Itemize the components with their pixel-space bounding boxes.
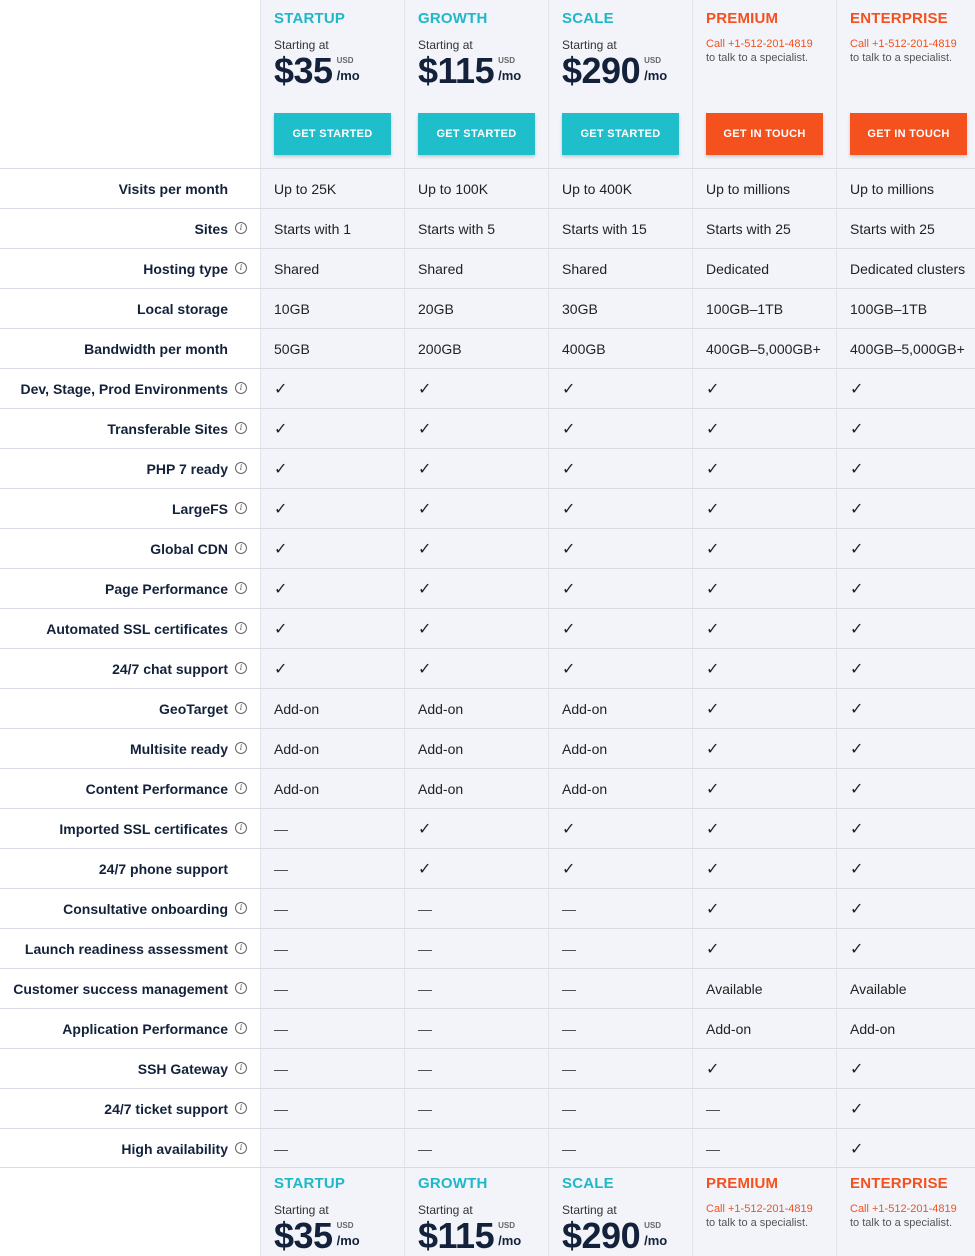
dash-icon: — <box>274 980 288 997</box>
talk-to-specialist-text: to talk to a specialist. <box>706 1217 809 1229</box>
plan-scale <box>562 0 668 140</box>
check-icon: ✓ <box>418 580 432 598</box>
feature-value: Shared <box>562 260 608 277</box>
feature-value: Add-on <box>562 780 608 797</box>
table-row <box>0 768 975 808</box>
table-row <box>0 688 975 728</box>
check-icon: ✓ <box>850 940 864 958</box>
price-units <box>498 1221 521 1249</box>
feature-value: 400GB–5,000GB+ <box>706 340 821 357</box>
starting-at-label: Starting at <box>562 1203 617 1217</box>
feature-value: 400GB <box>562 340 606 357</box>
table-row <box>0 728 975 768</box>
plan-header <box>0 0 975 168</box>
plan-price <box>562 52 667 92</box>
table-row <box>0 1048 975 1088</box>
feature-comparison-table <box>0 168 975 1168</box>
feature-label: PHP 7 ready <box>146 460 228 477</box>
price-amount: $290 <box>562 1215 641 1256</box>
table-row <box>0 648 975 688</box>
plan-growth <box>418 0 522 140</box>
feature-value: 50GB <box>274 340 310 357</box>
info-icon[interactable]: i <box>235 1022 247 1034</box>
feature-label: SSH Gateway <box>137 1060 228 1077</box>
check-icon: ✓ <box>274 540 288 558</box>
feature-value: 20GB <box>418 300 454 317</box>
price-period: /mo <box>336 68 360 83</box>
check-icon: ✓ <box>418 820 432 838</box>
dash-icon: — <box>562 980 576 997</box>
dash-icon: — <box>274 1020 288 1037</box>
check-icon: ✓ <box>850 700 864 718</box>
check-icon: ✓ <box>418 860 432 878</box>
check-icon: ✓ <box>850 1060 864 1078</box>
get-started-button-startup[interactable]: GET STARTED <box>274 113 391 155</box>
info-icon[interactable]: i <box>235 942 247 954</box>
feature-value: 200GB <box>418 340 462 357</box>
dash-icon: — <box>418 1140 432 1157</box>
feature-value: Add-on <box>850 1020 896 1037</box>
feature-label: Local storage <box>136 300 228 317</box>
plan-name: STARTUP <box>274 10 346 27</box>
info-icon[interactable]: i <box>235 1062 247 1074</box>
dash-icon: — <box>274 900 288 917</box>
table-row <box>0 928 975 968</box>
price-units <box>644 1221 667 1249</box>
plan-price <box>418 1217 521 1256</box>
check-icon: ✓ <box>706 660 720 678</box>
price-period: /mo <box>336 1233 360 1248</box>
plan-name: ENTERPRISE <box>850 1175 948 1192</box>
dash-icon: — <box>418 1060 432 1077</box>
feature-value: Add-on <box>418 700 464 717</box>
feature-label: Dev, Stage, Prod Environments <box>20 380 228 397</box>
check-icon: ✓ <box>418 380 432 398</box>
check-icon: ✓ <box>418 420 432 438</box>
price-units <box>337 1221 360 1249</box>
feature-label: GeoTarget <box>159 700 228 717</box>
info-icon[interactable]: i <box>235 782 247 794</box>
dash-icon: — <box>562 900 576 917</box>
check-icon: ✓ <box>850 780 864 798</box>
table-row <box>0 1128 975 1168</box>
feature-value: Starts with 5 <box>418 220 496 237</box>
check-icon: ✓ <box>850 380 864 398</box>
check-icon: ✓ <box>706 620 720 638</box>
dash-icon: — <box>418 1020 432 1037</box>
check-icon: ✓ <box>562 380 576 398</box>
feature-value: Up to millions <box>850 180 935 197</box>
price-currency: USD <box>498 56 515 65</box>
dash-icon: — <box>418 1100 432 1117</box>
check-icon: ✓ <box>706 540 720 558</box>
feature-value: Add-on <box>562 740 608 757</box>
dash-icon: — <box>274 940 288 957</box>
get-in-touch-button-premium[interactable]: GET IN TOUCH <box>706 113 823 155</box>
dash-icon: — <box>562 1020 576 1037</box>
feature-value: Available <box>706 980 763 997</box>
table-row <box>0 328 975 368</box>
table-row <box>0 848 975 888</box>
check-icon: ✓ <box>562 460 576 478</box>
info-icon[interactable]: i <box>235 622 247 634</box>
check-icon: ✓ <box>274 580 288 598</box>
plan-name: STARTUP <box>274 1175 346 1192</box>
feature-value: Add-on <box>418 780 464 797</box>
call-phone-link[interactable]: Call +1-512-201-4819 <box>850 1203 957 1215</box>
check-icon: ✓ <box>562 660 576 678</box>
feature-value: Starts with 25 <box>706 220 791 237</box>
price-currency: USD <box>336 1221 354 1230</box>
dash-icon: — <box>418 980 432 997</box>
check-icon: ✓ <box>850 580 864 598</box>
price-amount: $35 <box>274 1215 333 1256</box>
feature-value: 100GB–1TB <box>850 300 928 317</box>
dash-icon: — <box>274 1060 288 1077</box>
talk-to-specialist-text: to talk to a specialist. <box>850 1217 953 1229</box>
feature-label: Launch readiness assessment <box>24 940 228 957</box>
feature-value: Shared <box>274 260 320 277</box>
call-phone-link[interactable]: Call +1-512-201-4819 <box>850 38 957 50</box>
feature-label: Sites <box>194 220 228 237</box>
check-icon: ✓ <box>274 380 288 398</box>
dash-icon: — <box>562 1060 576 1077</box>
plan-scale <box>562 1165 667 1256</box>
get-in-touch-button-enterprise[interactable]: GET IN TOUCH <box>850 113 967 155</box>
feature-value: Add-on <box>274 700 320 717</box>
price-currency: USD <box>644 56 661 65</box>
feature-label: 24/7 chat support <box>112 660 228 677</box>
check-icon: ✓ <box>706 1060 720 1078</box>
check-icon: ✓ <box>418 500 432 518</box>
table-row <box>0 1088 975 1128</box>
check-icon: ✓ <box>706 780 720 798</box>
info-icon[interactable]: i <box>235 262 247 274</box>
plan-name: GROWTH <box>418 1175 488 1192</box>
check-icon: ✓ <box>418 540 432 558</box>
check-icon: ✓ <box>418 460 432 478</box>
check-icon: ✓ <box>706 900 720 918</box>
check-icon: ✓ <box>706 700 720 718</box>
feature-value: Shared <box>418 260 464 277</box>
check-icon: ✓ <box>850 900 864 918</box>
plan-startup <box>274 1165 360 1256</box>
feature-label: Visits per month <box>118 180 228 197</box>
check-icon: ✓ <box>850 820 864 838</box>
feature-value: 100GB–1TB <box>706 300 784 317</box>
call-phone-link[interactable]: Call +1-512-201-4819 <box>706 38 813 50</box>
table-row <box>0 888 975 928</box>
feature-value: Up to millions <box>706 180 791 197</box>
plan-premium <box>706 0 813 140</box>
get-started-button-scale[interactable]: GET STARTED <box>562 113 679 155</box>
plan-price <box>418 52 521 92</box>
check-icon: ✓ <box>850 1140 864 1158</box>
check-icon: ✓ <box>418 620 432 638</box>
plan-enterprise <box>850 1165 957 1230</box>
feature-value: 30GB <box>562 300 598 317</box>
dash-icon: — <box>274 820 288 837</box>
check-icon: ✓ <box>274 620 288 638</box>
feature-label: Automated SSL certificates <box>46 620 228 637</box>
check-icon: ✓ <box>706 460 720 478</box>
plan-premium <box>706 1165 813 1230</box>
feature-label: Bandwidth per month <box>84 340 228 357</box>
check-icon: ✓ <box>706 500 720 518</box>
dash-icon: — <box>274 1140 288 1157</box>
feature-value: Add-on <box>418 740 464 757</box>
info-icon[interactable]: i <box>235 742 247 754</box>
table-row <box>0 1008 975 1048</box>
table-row <box>0 368 975 408</box>
feature-label: Multisite ready <box>129 740 228 757</box>
table-row <box>0 448 975 488</box>
table-row <box>0 408 975 448</box>
starting-at-label: Starting at <box>418 38 473 52</box>
starting-at-label: Starting at <box>562 38 617 52</box>
plan-startup <box>274 0 373 140</box>
feature-value: Dedicated clusters <box>850 260 966 277</box>
check-icon: ✓ <box>274 500 288 518</box>
info-icon[interactable]: i <box>235 982 247 994</box>
plan-enterprise <box>850 0 957 140</box>
price-units <box>337 56 360 84</box>
feature-label: Application Performance <box>62 1020 228 1037</box>
dash-icon: — <box>562 1100 576 1117</box>
feature-label: LargeFS <box>171 500 228 517</box>
dash-icon: — <box>274 860 288 877</box>
price-period: /mo <box>498 68 522 83</box>
plan-growth <box>418 1165 521 1256</box>
table-row <box>0 808 975 848</box>
check-icon: ✓ <box>850 860 864 878</box>
check-icon: ✓ <box>562 540 576 558</box>
check-icon: ✓ <box>850 660 864 678</box>
feature-label: Transferable Sites <box>107 420 228 437</box>
dash-icon: — <box>562 1140 576 1157</box>
price-amount: $35 <box>274 50 333 91</box>
info-icon[interactable]: i <box>235 462 247 474</box>
table-row <box>0 168 975 208</box>
feature-value: Add-on <box>562 700 608 717</box>
feature-value: Starts with 15 <box>562 220 647 237</box>
check-icon: ✓ <box>562 820 576 838</box>
check-icon: ✓ <box>562 420 576 438</box>
feature-value: Add-on <box>274 740 320 757</box>
price-currency: USD <box>336 56 354 65</box>
feature-label: Consultative onboarding <box>63 900 228 917</box>
feature-value: 400GB–5,000GB+ <box>850 340 965 357</box>
plan-name: SCALE <box>562 10 614 27</box>
check-icon: ✓ <box>706 420 720 438</box>
table-row <box>0 528 975 568</box>
feature-value: Add-on <box>274 780 320 797</box>
check-icon: ✓ <box>706 940 720 958</box>
info-icon[interactable]: i <box>235 422 247 434</box>
check-icon: ✓ <box>850 620 864 638</box>
call-phone-link[interactable]: Call +1-512-201-4819 <box>706 1203 813 1215</box>
check-icon: ✓ <box>418 660 432 678</box>
price-amount: $115 <box>418 1215 495 1256</box>
feature-value: Add-on <box>706 1020 752 1037</box>
price-amount: $290 <box>562 50 641 91</box>
info-icon[interactable]: i <box>235 382 247 394</box>
feature-label: High availability <box>121 1140 228 1157</box>
feature-label: 24/7 phone support <box>98 860 228 877</box>
check-icon: ✓ <box>706 580 720 598</box>
feature-value: Available <box>850 980 907 997</box>
check-icon: ✓ <box>850 420 864 438</box>
table-row <box>0 488 975 528</box>
info-icon[interactable]: i <box>235 502 247 514</box>
check-icon: ✓ <box>850 540 864 558</box>
check-icon: ✓ <box>850 460 864 478</box>
table-row <box>0 248 975 288</box>
feature-value: Dedicated <box>706 260 770 277</box>
info-icon[interactable]: i <box>235 902 247 914</box>
price-period: /mo <box>498 1233 522 1248</box>
get-started-button-growth[interactable]: GET STARTED <box>418 113 535 155</box>
starting-at-label: Starting at <box>418 1203 473 1217</box>
feature-value: Up to 25K <box>274 180 337 197</box>
check-icon: ✓ <box>562 580 576 598</box>
info-icon[interactable]: i <box>235 822 247 834</box>
table-row <box>0 608 975 648</box>
dash-icon: — <box>418 900 432 917</box>
price-currency: USD <box>644 1221 661 1230</box>
feature-label: Imported SSL certificates <box>59 820 228 837</box>
feature-value: Up to 100K <box>418 180 489 197</box>
info-icon[interactable]: i <box>235 542 247 554</box>
plan-name: ENTERPRISE <box>850 10 948 27</box>
check-icon: ✓ <box>706 820 720 838</box>
check-icon: ✓ <box>850 500 864 518</box>
info-icon[interactable]: i <box>235 1142 247 1154</box>
check-icon: ✓ <box>562 860 576 878</box>
dash-icon: — <box>418 940 432 957</box>
check-icon: ✓ <box>274 660 288 678</box>
dash-icon: — <box>706 1100 720 1117</box>
talk-to-specialist-text: to talk to a specialist. <box>850 52 953 64</box>
check-icon: ✓ <box>562 620 576 638</box>
starting-at-label: Starting at <box>274 38 329 52</box>
plan-name: PREMIUM <box>706 10 779 27</box>
plan-name: PREMIUM <box>706 1175 779 1192</box>
feature-label: Hosting type <box>143 260 228 277</box>
feature-label: Content Performance <box>85 780 228 797</box>
price-period: /mo <box>644 68 668 83</box>
table-row <box>0 288 975 328</box>
check-icon: ✓ <box>850 740 864 758</box>
feature-label: 24/7 ticket support <box>104 1100 228 1117</box>
check-icon: ✓ <box>274 460 288 478</box>
feature-value: Up to 400K <box>562 180 633 197</box>
price-units <box>644 56 667 84</box>
talk-to-specialist-text: to talk to a specialist. <box>706 52 809 64</box>
price-period: /mo <box>644 1233 668 1248</box>
info-icon[interactable]: i <box>235 582 247 594</box>
check-icon: ✓ <box>706 380 720 398</box>
feature-label: Global CDN <box>150 540 228 557</box>
plan-price <box>274 1217 360 1256</box>
starting-at-label: Starting at <box>274 1203 329 1217</box>
dash-icon: — <box>706 1140 720 1157</box>
table-row <box>0 968 975 1008</box>
check-icon: ✓ <box>562 500 576 518</box>
check-icon: ✓ <box>706 740 720 758</box>
price-currency: USD <box>498 1221 515 1230</box>
table-row <box>0 568 975 608</box>
feature-value: Starts with 1 <box>274 220 352 237</box>
check-icon: ✓ <box>274 420 288 438</box>
feature-value: 10GB <box>274 300 310 317</box>
table-row <box>0 208 975 248</box>
price-amount: $115 <box>418 50 495 91</box>
plan-footer-header <box>0 1165 975 1256</box>
info-icon[interactable]: i <box>235 222 247 234</box>
price-units <box>498 56 521 84</box>
info-icon[interactable]: i <box>235 1102 247 1114</box>
dash-icon: — <box>562 940 576 957</box>
plan-price <box>274 52 360 92</box>
feature-label: Customer success management <box>13 980 228 997</box>
feature-value: Starts with 25 <box>850 220 935 237</box>
plan-name: SCALE <box>562 1175 614 1192</box>
dash-icon: — <box>274 1100 288 1117</box>
plan-price <box>562 1217 667 1256</box>
info-icon[interactable]: i <box>235 662 247 674</box>
check-icon: ✓ <box>850 1100 864 1118</box>
plan-name: GROWTH <box>418 10 488 27</box>
check-icon: ✓ <box>706 860 720 878</box>
feature-label: Page Performance <box>105 580 228 597</box>
info-icon[interactable]: i <box>235 702 247 714</box>
